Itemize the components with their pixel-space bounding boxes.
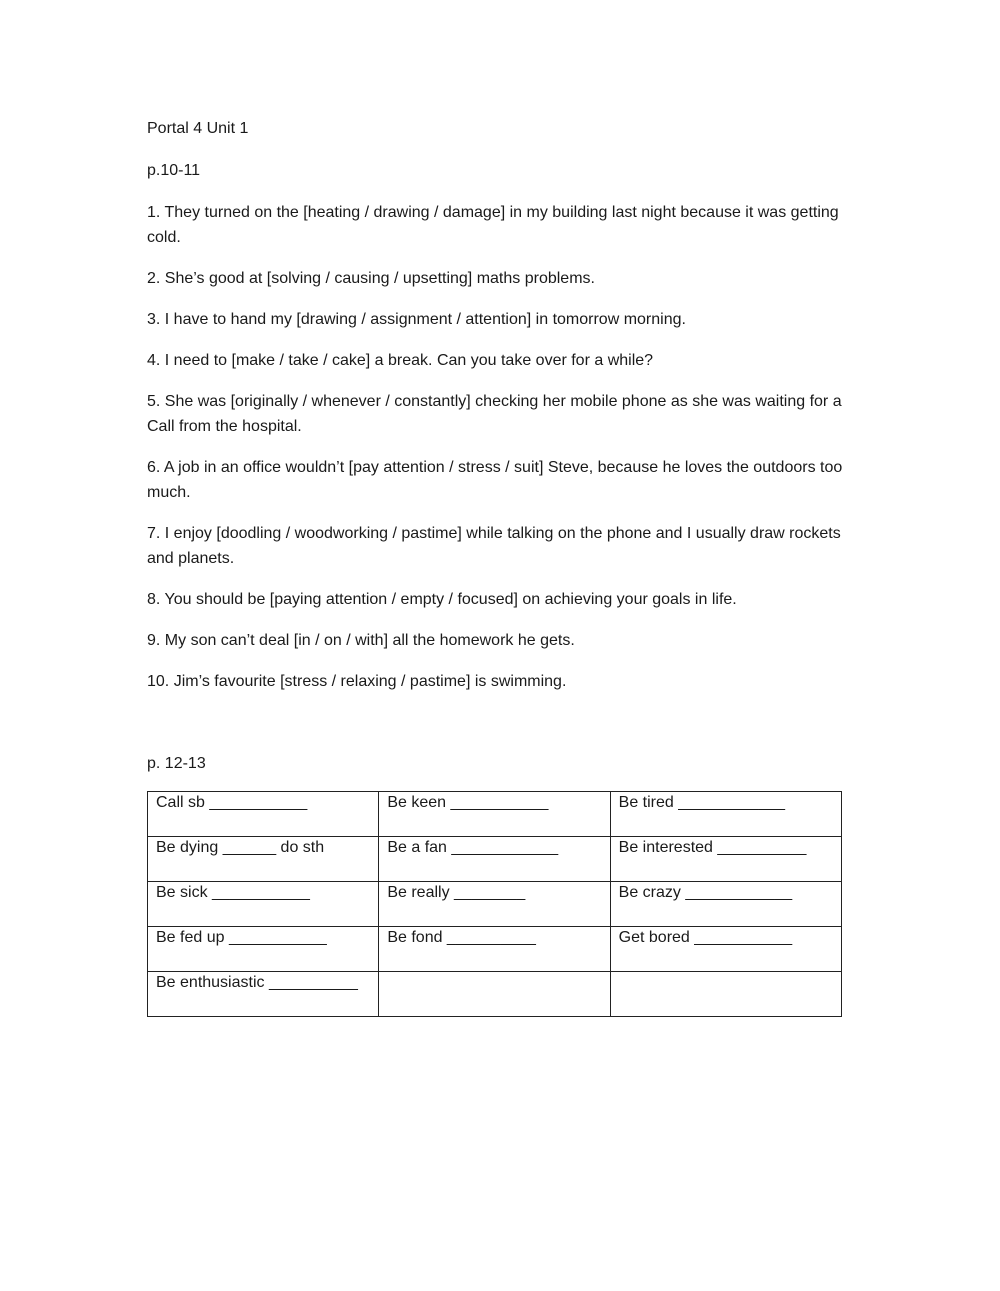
- table-cell: Be enthusiastic __________: [148, 972, 379, 1017]
- table-cell: Be interested __________: [610, 837, 841, 882]
- exercise-item-7: 7. I enjoy [doodling / woodworking / pastime] while talking on the phone and I usually draw rockets and planets.: [147, 525, 841, 567]
- section-2-label: p. 12-13: [147, 755, 206, 772]
- exercise-item-4: 4. I need to [make / take / cake] a break. Can you take over for a while?: [147, 352, 654, 369]
- exercise-item-10: 10. Jim’s favourite [stress / relaxing / pastime] is swimming.: [147, 673, 567, 690]
- exercise-item-8: 8. You should be [paying attention / empty / focused] on achieving your goals in life.: [147, 591, 737, 608]
- page-title: Portal 4 Unit 1: [147, 120, 249, 137]
- table-row: [148, 972, 842, 1017]
- table-cell: Call sb ___________: [148, 792, 379, 837]
- table-cell: Be crazy ____________: [610, 882, 841, 927]
- table-cell: [379, 972, 610, 1017]
- worksheet-page: [147, 116, 857, 1017]
- exercise-item-3: 3. I have to hand my [drawing / assignment / attention] in tomorrow morning.: [147, 311, 686, 328]
- table-row: [148, 927, 842, 972]
- table-cell: Be keen ___________: [379, 792, 610, 837]
- table-cell: Be tired ____________: [610, 792, 841, 837]
- table-row: [148, 837, 842, 882]
- exercise-item-6: 6. A job in an office wouldn’t [pay attention / stress / suit] Steve, because he loves the outdoors too much.: [147, 459, 843, 501]
- table-cell: Be fed up ___________: [148, 927, 379, 972]
- table-cell: Be dying ______ do sth: [148, 837, 379, 882]
- section-1-label: p.10-11: [147, 162, 201, 179]
- exercise-item-9: 9. My son can’t deal [in / on / with] all the homework he gets.: [147, 632, 575, 649]
- table-cell: [610, 972, 841, 1017]
- table-row: [148, 882, 842, 927]
- table-cell: Be sick ___________: [148, 882, 379, 927]
- exercise-item-5: 5. She was [originally / whenever / constantly] checking her mobile phone as she was waiting for a Call from the hospital.: [147, 393, 842, 435]
- table-cell: Be fond __________: [379, 927, 610, 972]
- exercise-item-2: 2. She’s good at [solving / causing / upsetting] maths problems.: [147, 270, 595, 287]
- table-cell: Be a fan ____________: [379, 837, 610, 882]
- table-cell: Be really ________: [379, 882, 610, 927]
- table-row: [148, 792, 842, 837]
- exercise-item-1: 1. They turned on the [heating / drawing / damage] in my building last night because it was getting cold.: [147, 204, 839, 246]
- phrase-table: [147, 791, 842, 1017]
- table-cell: Get bored ___________: [610, 927, 841, 972]
